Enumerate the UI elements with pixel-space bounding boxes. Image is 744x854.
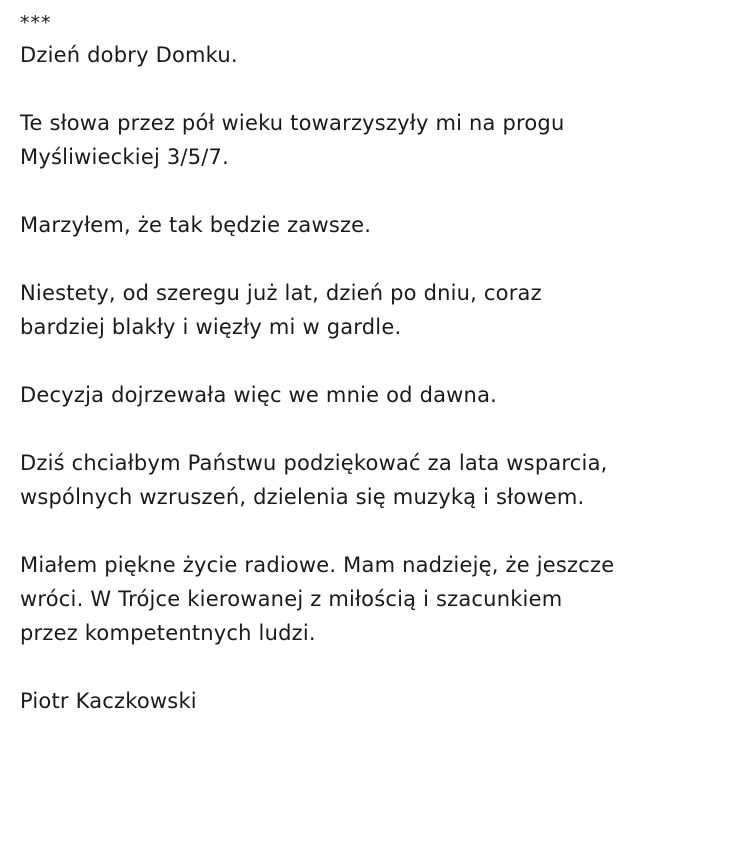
- paragraph-line: bardziej blakły i więzły mi w gardle.: [20, 315, 402, 339]
- paragraph-line: Dziś chciałbym Państwu podziękować za lata wsparcia,: [20, 451, 608, 475]
- paragraph-line: Decyzja dojrzewała więc we mnie od dawna.: [20, 383, 498, 407]
- paragraph-line: wróci. W Trójce kierowanej z miłością i szacunkiem: [20, 587, 563, 611]
- paragraph-gap: [20, 514, 736, 548]
- signature: Piotr Kaczkowski: [20, 689, 197, 713]
- paragraph-line: Miałem piękne życie radiowe. Mam nadzieję, że jeszcze: [20, 553, 615, 577]
- paragraph-line: wspólnych wzruszeń, dzielenia się muzyką i słowem.: [20, 485, 585, 509]
- paragraph-line: Niestety, od szeregu już lat, dzień po dniu, coraz: [20, 281, 542, 305]
- paragraph-line: Myśliwieckiej 3/5/7.: [20, 145, 229, 169]
- letter-body: [20, 8, 736, 718]
- paragraph-line: przez kompetentnych ludzi.: [20, 621, 316, 645]
- paragraph-1: [20, 106, 736, 174]
- paragraph-gap: [20, 412, 736, 446]
- paragraph-gap: [20, 650, 736, 684]
- paragraph-2: [20, 208, 736, 242]
- paragraph-gap: [20, 242, 736, 276]
- paragraph-5: [20, 446, 736, 514]
- paragraph-line: Te słowa przez pół wieku towarzyszyły mi na progu: [20, 111, 565, 135]
- paragraph-gap: [20, 72, 736, 106]
- paragraph-gap: [20, 344, 736, 378]
- paragraph-4: [20, 378, 736, 412]
- section-separator: ***: [20, 12, 52, 34]
- paragraph-3: [20, 276, 736, 344]
- paragraph-6: [20, 548, 736, 650]
- paragraph-line: Marzyłem, że tak będzie zawsze.: [20, 213, 372, 237]
- paragraph-gap: [20, 174, 736, 208]
- greeting-line: Dzień dobry Domku.: [20, 43, 238, 67]
